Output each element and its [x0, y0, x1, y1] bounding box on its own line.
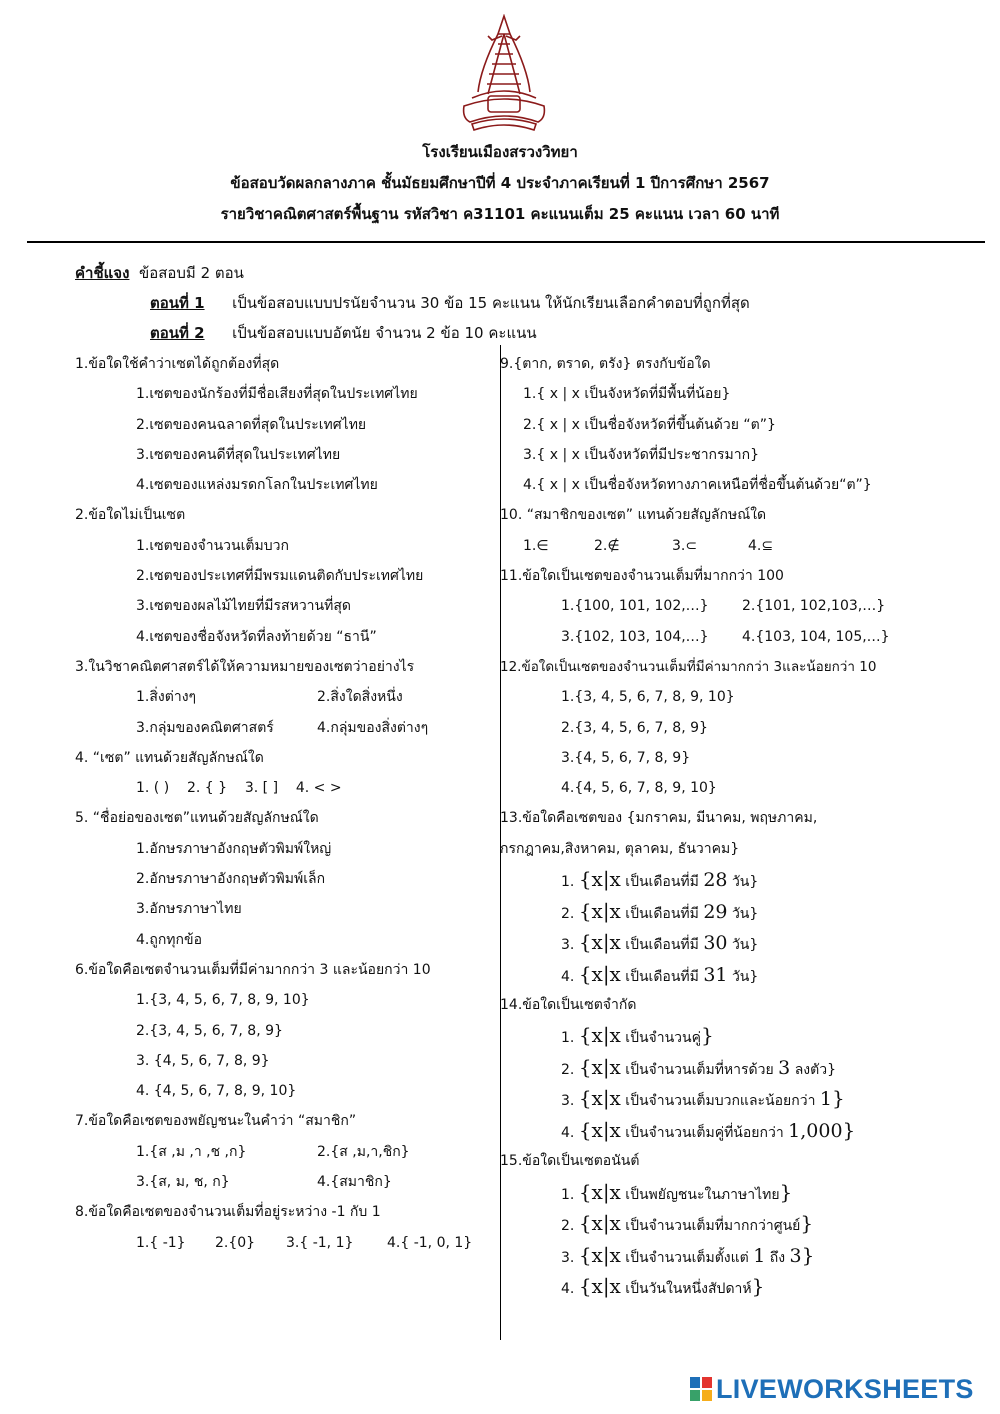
option-text: เป็นวันในหนึ่งสัปดาห์: [620, 1281, 752, 1298]
question-7: 7.ข้อใดคือเซตของพยัญชนะในคำว่า “สมาชิก”: [75, 1113, 357, 1130]
q12-option-3[interactable]: 3.{4, 5, 6, 7, 8, 9}: [561, 749, 691, 766]
option-text-end: }: [751, 1274, 765, 1299]
option-text-end: }: [842, 1117, 856, 1142]
option-number-value: 29: [703, 900, 728, 923]
option-text: เป็นเดือนที่มี: [620, 905, 704, 922]
q3-options-row-1: [75, 682, 495, 712]
q8-option-1[interactable]: 1.{ -1}: [136, 1234, 186, 1251]
q3-option-3[interactable]: 3.กลุ่มของคณิตศาสตร์: [136, 719, 274, 736]
left-column: [75, 349, 495, 1258]
q7-option-1[interactable]: 1.{ส ,ม ,า ,ช ,ก}: [136, 1143, 247, 1160]
option-text: เป็นจำนวนเต็มตั้งแต่: [620, 1249, 754, 1266]
q8-option-2[interactable]: 2.{0}: [215, 1234, 256, 1251]
option-text-end: วัน}: [727, 905, 759, 922]
q7-options-row-1: [75, 1137, 495, 1167]
option-number: 2.: [561, 1061, 575, 1078]
option-number: 3.: [561, 937, 575, 954]
q6-option-4[interactable]: 4. {4, 5, 6, 7, 8, 9, 10}: [136, 1083, 297, 1100]
question-6: 6.ข้อใดคือเซตจำนวนเต็มที่มีค่ามากกว่า 3 และน้อยกว่า 10: [75, 961, 431, 978]
option-text: เป็นพยัญชนะในภาษาไทย: [620, 1186, 780, 1203]
q14-option-2[interactable]: [500, 1052, 990, 1084]
set-builder: {x|x: [578, 961, 621, 986]
q1-option-3[interactable]: 3.เซตของคนดีที่สุดในประเทศไทย: [136, 446, 341, 463]
option-text-end: }: [779, 1179, 793, 1204]
question-4: 4. “เซต” แทนด้วยสัญลักษณ์ใด: [75, 749, 264, 766]
option-text: เป็นจำนวนเต็มบวกและน้อยกว่า: [620, 1093, 820, 1110]
part2-text: เป็นข้อสอบแบบอัตนัย จำนวน 2 ข้อ 10 คะแนน: [232, 324, 537, 342]
q9-option-4[interactable]: 4.{ x | x เป็นชื่อจังหวัดทางภาคเหนือที่ชื่อขึ้นต้นด้วย“ต”}: [523, 477, 872, 494]
option-number: 3.: [561, 1093, 575, 1110]
option-number-value: 31: [703, 963, 728, 986]
q8-option-4[interactable]: 4.{ -1, 0, 1}: [387, 1234, 473, 1251]
q9-option-2[interactable]: 2.{ x | x เป็นชื่อจังหวัดที่ขึ้นต้นด้วย “ต”}: [523, 416, 776, 433]
part1-line: [150, 291, 750, 315]
question-14: 14.ข้อใดเป็นเซตจำกัด: [500, 997, 637, 1014]
question-10: 10. “สมาชิกของเซต” แทนด้วยสัญลักษณ์ใด: [500, 507, 767, 524]
question-2: 2.ข้อใดไม่เป็นเซต: [75, 507, 186, 524]
q10-options: [500, 531, 990, 561]
question-3: 3.ในวิชาคณิตศาสตร์ได้ให้ความหมายของเซตว่าอย่างไร: [75, 658, 415, 675]
question-13-continued: กรกฎาคม,สิงหาคม, ตุลาคม, ธันวาคม}: [500, 840, 740, 857]
q7-option-2[interactable]: 2.{ส ,ม,า,ชิก}: [317, 1143, 410, 1160]
q11-option-2[interactable]: 2.{101, 102,103,…}: [742, 598, 886, 615]
option-text: เป็นเดือนที่มี: [620, 937, 704, 954]
q14-option-1[interactable]: [500, 1020, 990, 1052]
q11-option-1[interactable]: 1.{100, 101, 102,…}: [561, 598, 709, 615]
liveworksheets-wordmark: LIVEWORKSHEETS: [716, 1373, 974, 1404]
q9-option-3[interactable]: 3.{ x | x เป็นจังหวัดที่มีประชากรมาก}: [523, 446, 760, 463]
school-name: โรงเรียนเมืองสรวงวิทยา: [422, 143, 578, 161]
q2-option-4[interactable]: 4.เซตของชื่อจังหวัดที่ลงท้ายด้วย “ธานี”: [136, 628, 377, 645]
q11-option-3[interactable]: 3.{102, 103, 104,…}: [561, 628, 709, 645]
option-number: 1.: [561, 1030, 575, 1047]
option-text-end: }: [801, 1242, 815, 1267]
header-divider: [27, 241, 985, 243]
part2-label: ตอนที่ 2: [150, 324, 205, 342]
option-number-value: 1: [819, 1088, 832, 1111]
q8-options: [75, 1228, 495, 1258]
option-number: 1.: [561, 874, 575, 891]
option-number: 4.: [561, 1124, 575, 1141]
q13-option-2[interactable]: [500, 896, 990, 928]
part1-label: ตอนที่ 1: [150, 294, 205, 312]
set-builder: {x|x: [578, 867, 621, 892]
option-text-end: }: [700, 1023, 714, 1048]
q2-option-3[interactable]: 3.เซตของผลไม้ไทยที่มีรสหวานที่สุด: [136, 598, 351, 615]
option-text-2: ถึง: [765, 1249, 790, 1266]
option-number: 3.: [561, 1249, 575, 1266]
option-text-end: }: [800, 1211, 814, 1236]
q11-options-row-1: [500, 591, 990, 621]
q7-option-3[interactable]: 3.{ส, ม, ช, ก}: [136, 1174, 230, 1191]
q10-option-3[interactable]: 3.⊂: [672, 537, 698, 554]
q10-option-2[interactable]: 2.∉: [594, 537, 620, 554]
q12-option-2[interactable]: 2.{3, 4, 5, 6, 7, 8, 9}: [561, 719, 708, 736]
exam-title: ข้อสอบวัดผลกลางภาค ชั้นมัธยมศึกษาปีที่ 4 ประจำภาคเรียนที่ 1 ปีการศึกษา 2567: [230, 174, 770, 192]
q5-option-3[interactable]: 3.อักษรภาษาไทย: [136, 901, 242, 918]
set-builder: {x|x: [578, 930, 621, 955]
option-text: เป็นจำนวนเต็มที่หารด้วย: [620, 1061, 779, 1078]
set-builder: {x|x: [578, 1117, 621, 1142]
q15-option-4[interactable]: [500, 1271, 990, 1303]
option-number: 4.: [561, 968, 575, 985]
q15-option-2[interactable]: [500, 1208, 990, 1240]
option-number: 2.: [561, 905, 575, 922]
question-9: 9.{ตาก, ตราด, ตรัง} ตรงกับข้อใด: [500, 356, 711, 372]
q12-option-4[interactable]: 4.{4, 5, 6, 7, 8, 9, 10}: [561, 780, 717, 797]
instructions-text: ข้อสอบมี 2 ตอน: [138, 264, 244, 282]
option-number-value: 1: [753, 1244, 766, 1267]
option-text-end: ลงตัว}: [790, 1061, 836, 1078]
question-13: 13.ข้อใดคือเซตของ {มกราคม, มีนาคม, พฤษภาคม,: [500, 810, 818, 827]
set-builder: {x|x: [578, 1023, 621, 1048]
q7-options-row-2: [75, 1167, 495, 1197]
option-text: เป็นจำนวนคู่: [620, 1030, 701, 1047]
q11-options-row-2: [500, 622, 990, 652]
option-text: เป็นเดือนที่มี: [620, 874, 704, 891]
q1-option-2[interactable]: 2.เซตของคนฉลาดที่สุดในประเทศไทย: [136, 416, 367, 433]
q3-option-2[interactable]: 2.สิ่งใดสิ่งหนึ่ง: [317, 689, 403, 706]
q13-option-3[interactable]: [500, 927, 990, 959]
question-12: 12.ข้อใดเป็นเซตของจำนวนเต็มที่มีค่ามากกว่า 3และน้อยกว่า 10: [500, 658, 877, 675]
q15-option-3[interactable]: [500, 1240, 990, 1272]
q1-option-4[interactable]: 4.เซตของแหล่งมรดกโลกในประเทศไทย: [136, 477, 378, 494]
option-number: 2.: [561, 1218, 575, 1235]
q8-option-3[interactable]: 3.{ -1, 1}: [286, 1234, 354, 1251]
q3-options-row-2: [75, 713, 495, 743]
question-15: 15.ข้อใดเป็นเซตอนันต์: [500, 1153, 640, 1170]
option-text-end: วัน}: [727, 937, 759, 954]
q5-option-2[interactable]: 2.อักษรภาษาอังกฤษตัวพิมพ์เล็ก: [136, 871, 326, 888]
question-5: 5. “ชื่อย่อของเซต”แทนด้วยสัญลักษณ์ใด: [75, 810, 319, 827]
q6-option-3[interactable]: 3. {4, 5, 6, 7, 8, 9}: [136, 1052, 270, 1069]
q12-option-1[interactable]: 1.{3, 4, 5, 6, 7, 8, 9, 10}: [561, 689, 735, 706]
q7-option-4[interactable]: 4.{สมาชิก}: [317, 1174, 392, 1191]
set-builder: {x|x: [578, 1179, 621, 1204]
q6-option-2[interactable]: 2.{3, 4, 5, 6, 7, 8, 9}: [136, 1022, 283, 1039]
liveworksheets-brand: [690, 1374, 974, 1404]
set-builder: {x|x: [578, 1086, 621, 1111]
q10-option-4[interactable]: 4.⊆: [748, 537, 774, 554]
q2-option-1[interactable]: 1.เซตของจำนวนเต็มบวก: [136, 537, 289, 554]
option-number: 1.: [561, 1186, 575, 1203]
option-text: เป็นจำนวนเต็มที่มากกว่าศูนย์: [620, 1218, 801, 1235]
option-text: เป็นจำนวนเต็มคู่ที่น้อยกว่า: [620, 1124, 789, 1141]
part2-line: [150, 321, 537, 345]
option-number-value-2: 3: [789, 1244, 802, 1267]
q13-option-1[interactable]: [500, 864, 990, 896]
q10-option-1[interactable]: 1.∈: [523, 537, 549, 554]
q4-options[interactable]: 1. ( ) 2. { } 3. [ ] 4. < >: [136, 780, 342, 797]
set-builder: {x|x: [578, 1274, 621, 1299]
set-builder: {x|x: [578, 1211, 621, 1236]
option-text: เป็นเดือนที่มี: [620, 968, 704, 985]
option-text-end: }: [831, 1086, 845, 1111]
set-builder: {x|x: [578, 898, 621, 923]
question-1: 1.ข้อใดใช้คำว่าเซตได้ถูกต้องที่สุด: [75, 356, 280, 372]
option-number: 4.: [561, 1281, 575, 1298]
q5-option-4[interactable]: 4.ถูกทุกข้อ: [136, 931, 202, 948]
option-number-value: 1,000: [788, 1119, 843, 1142]
instructions-line: [75, 261, 244, 285]
option-number-value: 28: [703, 869, 728, 892]
q11-option-4[interactable]: 4.{103, 104, 105,…}: [742, 628, 890, 645]
q14-option-4[interactable]: [500, 1115, 990, 1147]
q5-option-1[interactable]: 1.อักษรภาษาอังกฤษตัวพิมพ์ใหญ่: [136, 840, 332, 857]
q2-option-2[interactable]: 2.เซตของประเทศที่มีพรมแดนติดกับประเทศไทย: [136, 568, 424, 585]
q14-option-3[interactable]: [500, 1083, 990, 1115]
option-number-value: 30: [703, 932, 728, 955]
set-builder: {x|x: [578, 1242, 621, 1267]
option-number-value: 3: [778, 1056, 791, 1079]
set-builder: {x|x: [578, 1054, 621, 1079]
liveworksheets-logo-icon: [690, 1377, 712, 1401]
q13-option-4[interactable]: [500, 959, 990, 991]
question-8: 8.ข้อใดคือเซตของจำนวนเต็มที่อยู่ระหว่าง -1 กับ 1: [75, 1204, 381, 1221]
question-11: 11.ข้อใดเป็นเซตของจำนวนเต็มที่มากกว่า 100: [500, 568, 784, 585]
school-emblem-logo: [458, 14, 550, 132]
subject-info: รายวิชาคณิตศาสตร์พื้นฐาน รหัสวิชา ค31101 คะแนนเต็ม 25 คะแนน เวลา 60 นาที: [220, 205, 780, 223]
right-column: [500, 349, 990, 1303]
option-text-end: วัน}: [727, 968, 759, 985]
q15-option-1[interactable]: [500, 1177, 990, 1209]
q9-option-1[interactable]: 1.{ x | x เป็นจังหวัดที่มีพื้นที่น้อย}: [523, 386, 731, 403]
q3-option-1[interactable]: 1.สิ่งต่างๆ: [136, 689, 197, 706]
q6-option-1[interactable]: 1.{3, 4, 5, 6, 7, 8, 9, 10}: [136, 992, 310, 1009]
instructions-label: คำชี้แจง: [75, 264, 130, 282]
part1-text: เป็นข้อสอบแบบปรนัยจำนวน 30 ข้อ 15 คะแนน ให้นักเรียนเลือกคำตอบที่ถูกที่สุด: [232, 294, 750, 312]
q1-option-1[interactable]: 1.เซตของนักร้องที่มีชื่อเสียงที่สุดในประเทศไทย: [136, 386, 418, 403]
q3-option-4[interactable]: 4.กลุ่มของสิ่งต่างๆ: [317, 719, 429, 736]
option-text-end: วัน}: [727, 874, 759, 891]
